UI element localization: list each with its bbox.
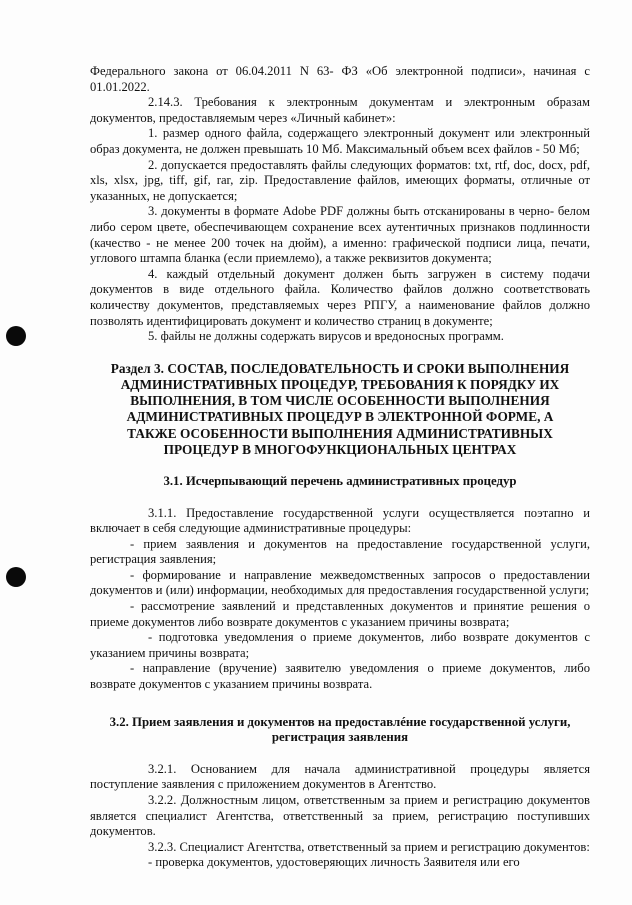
section-3-title: Раздел 3. СОСТАВ, ПОСЛЕДОВАТЕЛЬНОСТЬ И СРОКИ ВЫПОЛНЕНИЯ АДМИНИСТРАТИВНЫХ ПРОЦЕДУР, ТРЕБОВАНИЯ К ПОРЯДКУ ИХ ВЫПОЛНЕНИЯ, В ТОМ ЧИСЛЕ ОСОБЕННОСТИ ВЫПОЛНЕНИЯ АДМИНИСТРАТИВНЫХ ПРОЦЕДУР В ЭЛЕКТРОННОЙ ФОРМЕ, А ТАКЖЕ ОСОБЕННОСТИ ВЫПОЛНЕНИЯ АДМИНИСТРАТИВНЫХ ПРОЦЕДУР В МНОГОФУНКЦИОНАЛЬНЫХ ЦЕНТРАХ	[110, 360, 570, 457]
punch-hole-mark	[6, 567, 26, 587]
list-item-file-size: 1. размер одного файла, содержащего электронный документ или электронный образ документа, не должен превышать 10 Мб. Максимальный объем всех файлов - 50 Мб;	[90, 126, 590, 156]
paragraph-3-1-1: 3.1.1. Предоставление государственной услуги осуществляется поэтапно и включает в себя следующие административные процедуры:	[90, 505, 590, 536]
list-item-file-formats: 2. допускается предоставлять файлы следующих форматов: txt, rtf, doc, docx, pdf, xls, xlsx, jpg, tiff, gif, rar, zip. Предоставление файлов, имеющих форматы, отличные от указанных, не допускается;	[90, 157, 590, 203]
bullet-interagency-requests: - формирование и направление межведомственных запросов о предоставлении документов и (или) информации, необходимых для предоставления государственной услуги;	[90, 567, 590, 598]
bullet-review: - рассмотрение заявлений и представленных документов и принятие решения о приеме документов либо возврате документов с указанием причины возврата;	[90, 599, 590, 629]
punch-hole-mark	[6, 326, 26, 346]
list-item-separate-files: 4. каждый отдельный документ должен быть загружен в систему подачи документов в виде отдельного файла. Количество файлов должно соответствовать количеству документов, представляемых через РПГУ, а наименование файлов должно позволять идентифицировать документ и количество страниц в документе;	[90, 266, 590, 328]
paragraph-intro: Федерального закона от 06.04.2011 N 63- ФЗ «Об электронной подписи», начиная с 01.01.2022.	[90, 64, 590, 94]
paragraph-2-14-3-heading: 2.14.3. Требования к электронным документам и электронным образам документов, предоставляемым через «Личный кабинет»:	[90, 95, 590, 125]
subsection-3-2-title: 3.2. Прием заявления и документов на предоставлéние государственной услуги, регистрация заявления	[109, 714, 571, 745]
bullet-notification-prep: - подготовка уведомления о приеме документов, либо возврате документов с указанием причины возврата;	[90, 630, 590, 660]
paragraph-3-2-2: 3.2.2. Должностным лицом, ответственным за прием и регистрацию документов является специалист Агентства, ответственный за прием, регистрацию поступивших документов.	[90, 793, 590, 839]
paragraph-3-2-1: 3.2.1. Основанием для начала административной процедуры является поступление заявления с приложением документов в Агентство.	[90, 761, 590, 792]
bullet-identity-check: - проверка документов, удостоверяющих личность Заявителя или его	[148, 855, 520, 870]
list-item-pdf-scan: 3. документы в формате Adobe PDF должны быть отсканированы в черно- белом либо сером цвете, обеспечивающем сохранение всех аутентичных признаков подлинности (качество - не менее 200 точек на дюйм), а именно: графической подписи лица, печати, углового штампа бланка (если приемлемо), а также реквизитов документа;	[90, 204, 590, 266]
list-item-no-viruses: 5. файлы не должны содержать вирусов и вредоносных программ.	[148, 329, 504, 344]
paragraph-3-2-3: 3.2.3. Специалист Агентства, ответственный за прием и регистрацию документов:	[148, 839, 590, 854]
subsection-3-1-title: 3.1. Исчерпывающий перечень административных процедур	[163, 473, 517, 488]
bullet-notification-send: - направление (вручение) заявителю уведомления о приеме документов, либо возврате документов с указанием причины возврата.	[90, 661, 590, 692]
bullet-reception: - прием заявления и документов на предоставление государственной услуги, регистрация заявления;	[90, 536, 590, 567]
document-body	[90, 64, 590, 871]
